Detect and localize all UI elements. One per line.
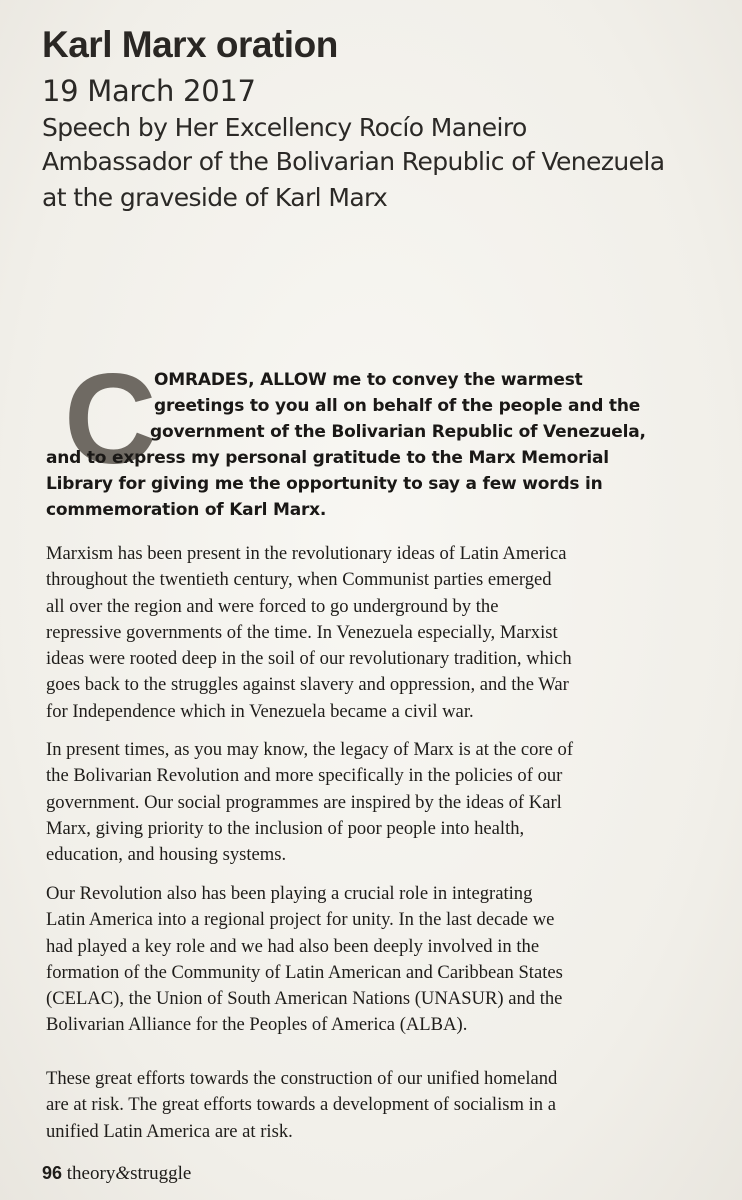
text-line: (CELAC), the Union of South American Nations (UNASUR) and the: [46, 988, 563, 1010]
article-date: 19 March 2017: [42, 74, 256, 108]
article-subtitle-line-1: Speech by Her Excellency Rocío Maneiro: [42, 113, 527, 142]
text-line: ideas were rooted deep in the soil of our revolutionary tradition, which: [46, 648, 572, 670]
page-footer: [42, 1163, 191, 1185]
text-line: Marx, giving priority to the inclusion of poor people into health,: [46, 817, 525, 839]
body-paragraph-4: [46, 1066, 706, 1145]
intro-line: commemoration of Karl Marx.: [46, 500, 327, 520]
text-line: Bolivarian Alliance for the Peoples of America (ALBA).: [46, 1014, 468, 1036]
intro-line: greetings to you all on behalf of the people and the: [154, 396, 641, 416]
text-line: Our Revolution also has been playing a crucial role in integrating: [46, 883, 533, 904]
intro-line: and to express my personal gratitude to the Marx Memorial: [46, 448, 609, 468]
text-line: had played a key role and we had also been deeply involved in the: [46, 935, 540, 957]
text-line: Latin America into a regional project for unity. In the last decade we: [46, 909, 555, 931]
text-line: Marxism has been present in the revolutionary ideas of Latin America: [46, 543, 567, 564]
text-line: government. Our social programmes are inspired by the ideas of Karl: [46, 791, 562, 813]
text-line: formation of the Community of Latin American and Caribbean States: [46, 961, 563, 983]
text-line: education, and housing systems.: [46, 844, 287, 866]
article-title: Karl Marx oration: [42, 24, 338, 65]
intro-line: OMRADES, ALLOW me to convey the warmest: [154, 370, 583, 390]
article-subtitle-line-2: Ambassador of the Bolivarian Republic of Venezuela: [42, 147, 665, 176]
text-line: repressive governments of the time. In Venezuela especially, Marxist: [46, 621, 558, 643]
text-line: the Bolivarian Revolution and more specifically in the policies of our: [46, 765, 563, 787]
publication-name-part: theory: [66, 1163, 116, 1184]
publication-name-part: struggle: [130, 1163, 192, 1184]
text-line: throughout the twentieth century, when Communist parties emerged: [46, 569, 552, 591]
body-paragraph-2: [46, 737, 706, 868]
text-line: These great efforts towards the construction of our unified homeland: [46, 1068, 558, 1089]
publication-ampersand: &: [115, 1163, 131, 1184]
intro-line: Library for giving me the opportunity to say a few words in: [46, 474, 603, 494]
text-line: unified Latin America are at risk.: [46, 1120, 293, 1142]
text-line: for Independence which in Venezuela became a civil war.: [46, 700, 474, 722]
body-paragraph-1: [46, 541, 706, 725]
article-subtitle-line-3: at the graveside of Karl Marx: [42, 183, 388, 212]
text-line: all over the region and were forced to go underground by the: [46, 595, 499, 617]
page-number: 96: [42, 1163, 63, 1183]
text-line: goes back to the struggles against slavery and oppression, and the War: [46, 674, 569, 696]
text-line: In present times, as you may know, the legacy of Marx is at the core of: [46, 739, 574, 760]
text-line: are at risk. The great efforts towards a development of socialism in a: [46, 1094, 556, 1116]
drop-cap: C: [64, 348, 157, 491]
intro-line: government of the Bolivarian Republic of Venezuela,: [150, 422, 646, 442]
body-paragraph-3: [46, 881, 706, 1039]
publication-name: [67, 1163, 192, 1184]
